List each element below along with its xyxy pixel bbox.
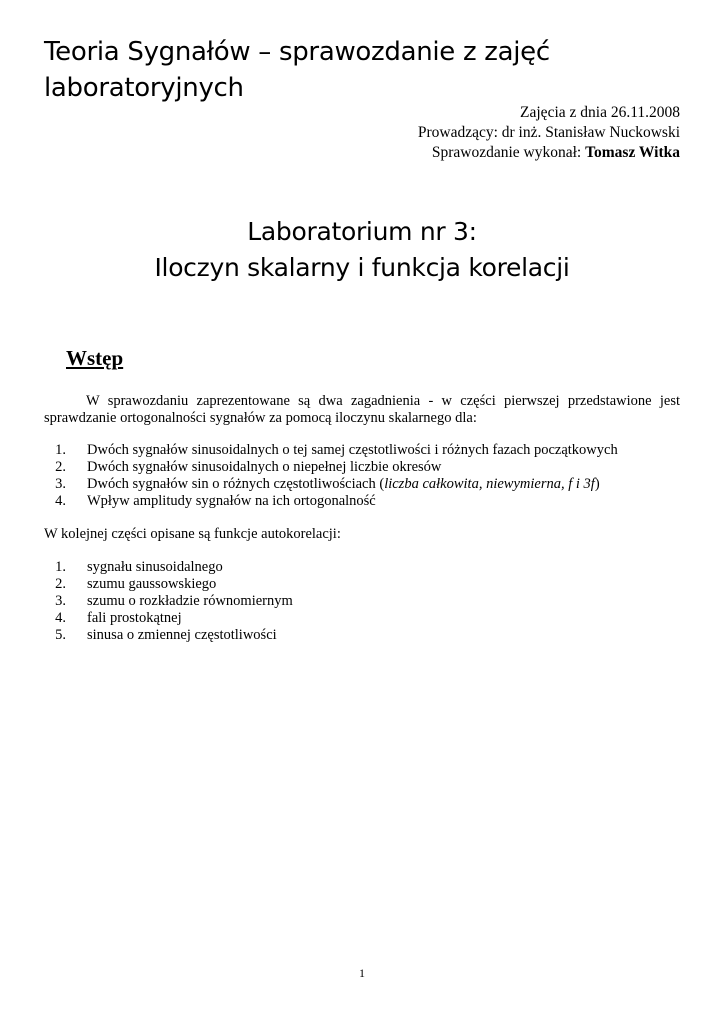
list-item-number: 2. [55,459,66,475]
session-date: Zajęcia z dnia 26.11.2008 [520,104,680,121]
page-number: 1 [359,966,365,980]
author-name: Tomasz Witka [585,144,680,161]
list-item-number: 2. [55,576,66,592]
list-item [44,593,293,610]
list-item [44,442,618,459]
document-title-line-2: laboratoryjnych [44,73,244,103]
list-item [44,476,618,493]
list-item [44,559,293,576]
autocorrelation-paragraph: W kolejnej części opisane są funkcje autokorelacji: [44,526,341,542]
list-item [44,493,618,510]
instructor: Prowadzący: dr inż. Stanisław Nuckowski [417,124,680,141]
list-item-italic-text: liczba całkowita, niewymierna, f i 3f [384,476,595,492]
lab-title-line-1: Laboratorium nr 3: [247,217,477,246]
list-item-text: szumu gaussowskiego [87,576,217,592]
lab-title [0,214,724,286]
intro-paragraph: W sprawozdaniu zaprezentowane są dwa zagadnienia - w części pierwszej przedstawione jest sprawdzanie ortogonalności sygnałów za pomocą iloczynu skalarnego dla: [44,393,680,426]
report-author [418,143,680,163]
list-item-text: fali prostokątnej [87,610,182,626]
author-label: Sprawozdanie wykonał: [431,144,586,161]
list-item [44,627,293,644]
list-item [44,610,293,627]
lab-title-line-2: Iloczyn skalarny i funkcja korelacji [154,253,570,282]
list-item-text: sygnału sinusoidalnego [87,559,223,575]
list-item-text: Dwóch sygnałów sinusoidalnych o niepełnej liczbie okresów [87,459,442,475]
orthogonality-list [44,442,618,510]
list-item-text: Dwóch sygnałów sin o różnych częstotliwościach ( [87,476,385,492]
document-title-line-1: Teoria Sygnałów – sprawozdanie z zajęć [44,37,550,67]
list-item [44,576,293,593]
list-item-number: 1. [55,559,66,575]
list-item-text: szumu o rozkładzie równomiernym [87,593,293,609]
list-item-number: 4. [55,493,66,509]
list-item-text: Dwóch sygnałów sinusoidalnych o tej samej częstotliwości i różnych fazach początkowych [87,442,618,458]
autocorrelation-list [44,559,293,644]
report-metadata [418,103,680,163]
list-item-text-end: ) [594,476,600,492]
list-item-number: 3. [55,476,66,492]
list-item [44,459,618,476]
list-item-number: 5. [55,627,66,643]
section-heading: Wstęp [66,346,124,370]
list-item-text: Wpływ amplitudy sygnałów na ich ortogonalność [87,493,376,509]
list-item-number: 4. [55,610,66,626]
list-item-number: 1. [55,442,66,458]
list-item-text: sinusa o zmiennej częstotliwości [87,627,277,643]
document-title [44,34,684,106]
list-item-number: 3. [55,593,66,609]
